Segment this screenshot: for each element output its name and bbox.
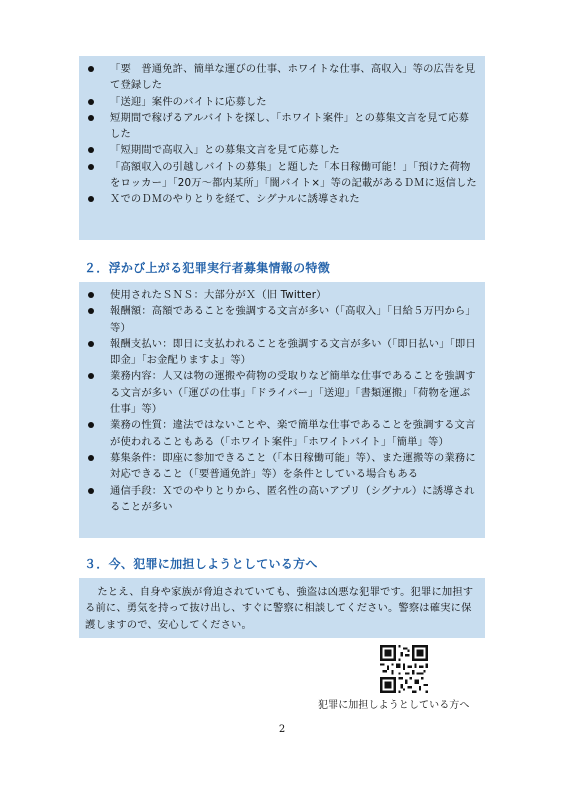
bullet-icon — [88, 308, 94, 314]
list-item-text: 使用されたＳＮＳ：大部分がＸ（旧 Twitter） — [110, 289, 327, 301]
bullet-icon — [88, 373, 94, 379]
list-item — [85, 483, 479, 516]
list-item — [85, 368, 479, 417]
bullet-icon — [88, 488, 94, 494]
list-item-text: 業務の性質：違法ではないことや、楽で簡単な仕事であることを強調する文言が使われることもある（「ホワイト案件」「ホワイトバイト」「簡単」等） — [110, 419, 476, 448]
list-item-text: 短期間で稼げるアルバイトを探し、「ホワイト案件」との募集文言を見て応募した — [110, 111, 470, 141]
bullet-icon — [88, 196, 94, 202]
bullet-icon — [88, 164, 94, 170]
section2-list — [85, 287, 479, 515]
bullet-icon — [88, 115, 94, 121]
list-item — [85, 159, 479, 192]
list-item — [85, 303, 479, 336]
list-item — [85, 417, 479, 450]
list-item-text: 通信手段：Ｘでのやりとりから、匿名性の高いアプリ（シグナル）に誘導されることが多い — [110, 484, 475, 513]
list-item-text: 「要 普通免許、簡単な運びの仕事、ホワイトな仕事、高収入」等の広告を見て登録した — [110, 63, 476, 92]
qr-caption: 犯罪に加担しようとしている方へ — [318, 700, 470, 711]
list-item — [85, 94, 479, 110]
bullet-icon — [88, 455, 94, 461]
list-item-text: 業務内容：人又は物の運搬や荷物の受取りなど簡単な仕事であることを強調する文言が多い（「運びの仕事」「ドライバー」「送迎」「書類運搬」「荷物を運ぶ仕事」等） — [110, 370, 476, 416]
bullet-icon — [88, 292, 94, 298]
section3-body: たとえ、自身や家族が脅迫されていても、強盗は凶悪な犯罪です。犯罪に加担する前に、勇気を持って抜け出し、すぐに警察に相談してください。警察は確実に保護しますので、安心してください。 — [85, 586, 474, 631]
list-item — [85, 61, 479, 94]
page-number: 2 — [278, 724, 286, 735]
bullet-icon — [88, 99, 94, 105]
list-item — [85, 450, 479, 483]
bullet-icon — [88, 422, 94, 428]
list-item-text: 「短期間で高収入」との募集文言を見て応募した — [110, 144, 340, 157]
section2-heading: ２．浮かび上がる犯罪実行者募集情報の特徴 — [84, 261, 331, 275]
bullet-icon — [88, 66, 94, 72]
list-item-text: 募集条件：即座に参加できること（「本日稼働可能」等）、また運搬等の業務に対応できること（「要普通免許」等）を条件としている場合もある — [110, 451, 476, 481]
section2-box — [79, 282, 485, 538]
qr-code-icon[interactable] — [380, 645, 428, 693]
list-item-text: 報酬額：高額であることを強調する文言が多い（「高収入」「日給５万円から」等） — [110, 305, 476, 334]
section1-box — [79, 56, 485, 240]
section3-heading: ３．今、犯罪に加担しようとしている方へ — [84, 557, 318, 571]
list-item-text: 「送迎」案件のバイトに応募した — [110, 95, 267, 108]
list-item — [85, 336, 479, 369]
section1-list — [85, 61, 479, 208]
list-item — [85, 191, 479, 207]
bullet-icon — [88, 341, 94, 347]
section3-box — [79, 578, 485, 638]
list-item-text: 「高額収入の引越しバイトの募集」と題した「本日稼働可能！」「預けた荷物をロッカー」「20万～都内某所」「闇バイト×」等の記載があるＤＭに返信した — [110, 160, 477, 190]
list-item — [85, 142, 479, 158]
list-item-text: ＸでのＤＭのやりとりを経て、シグナルに誘導された — [110, 193, 360, 206]
list-item — [85, 287, 479, 303]
list-item — [85, 110, 479, 143]
list-item-text: 報酬支払い：即日に支払われることを強調する文言が多い（「即日払い」「即日即金」「お金配りますよ」等） — [110, 337, 476, 367]
bullet-icon — [88, 147, 94, 153]
